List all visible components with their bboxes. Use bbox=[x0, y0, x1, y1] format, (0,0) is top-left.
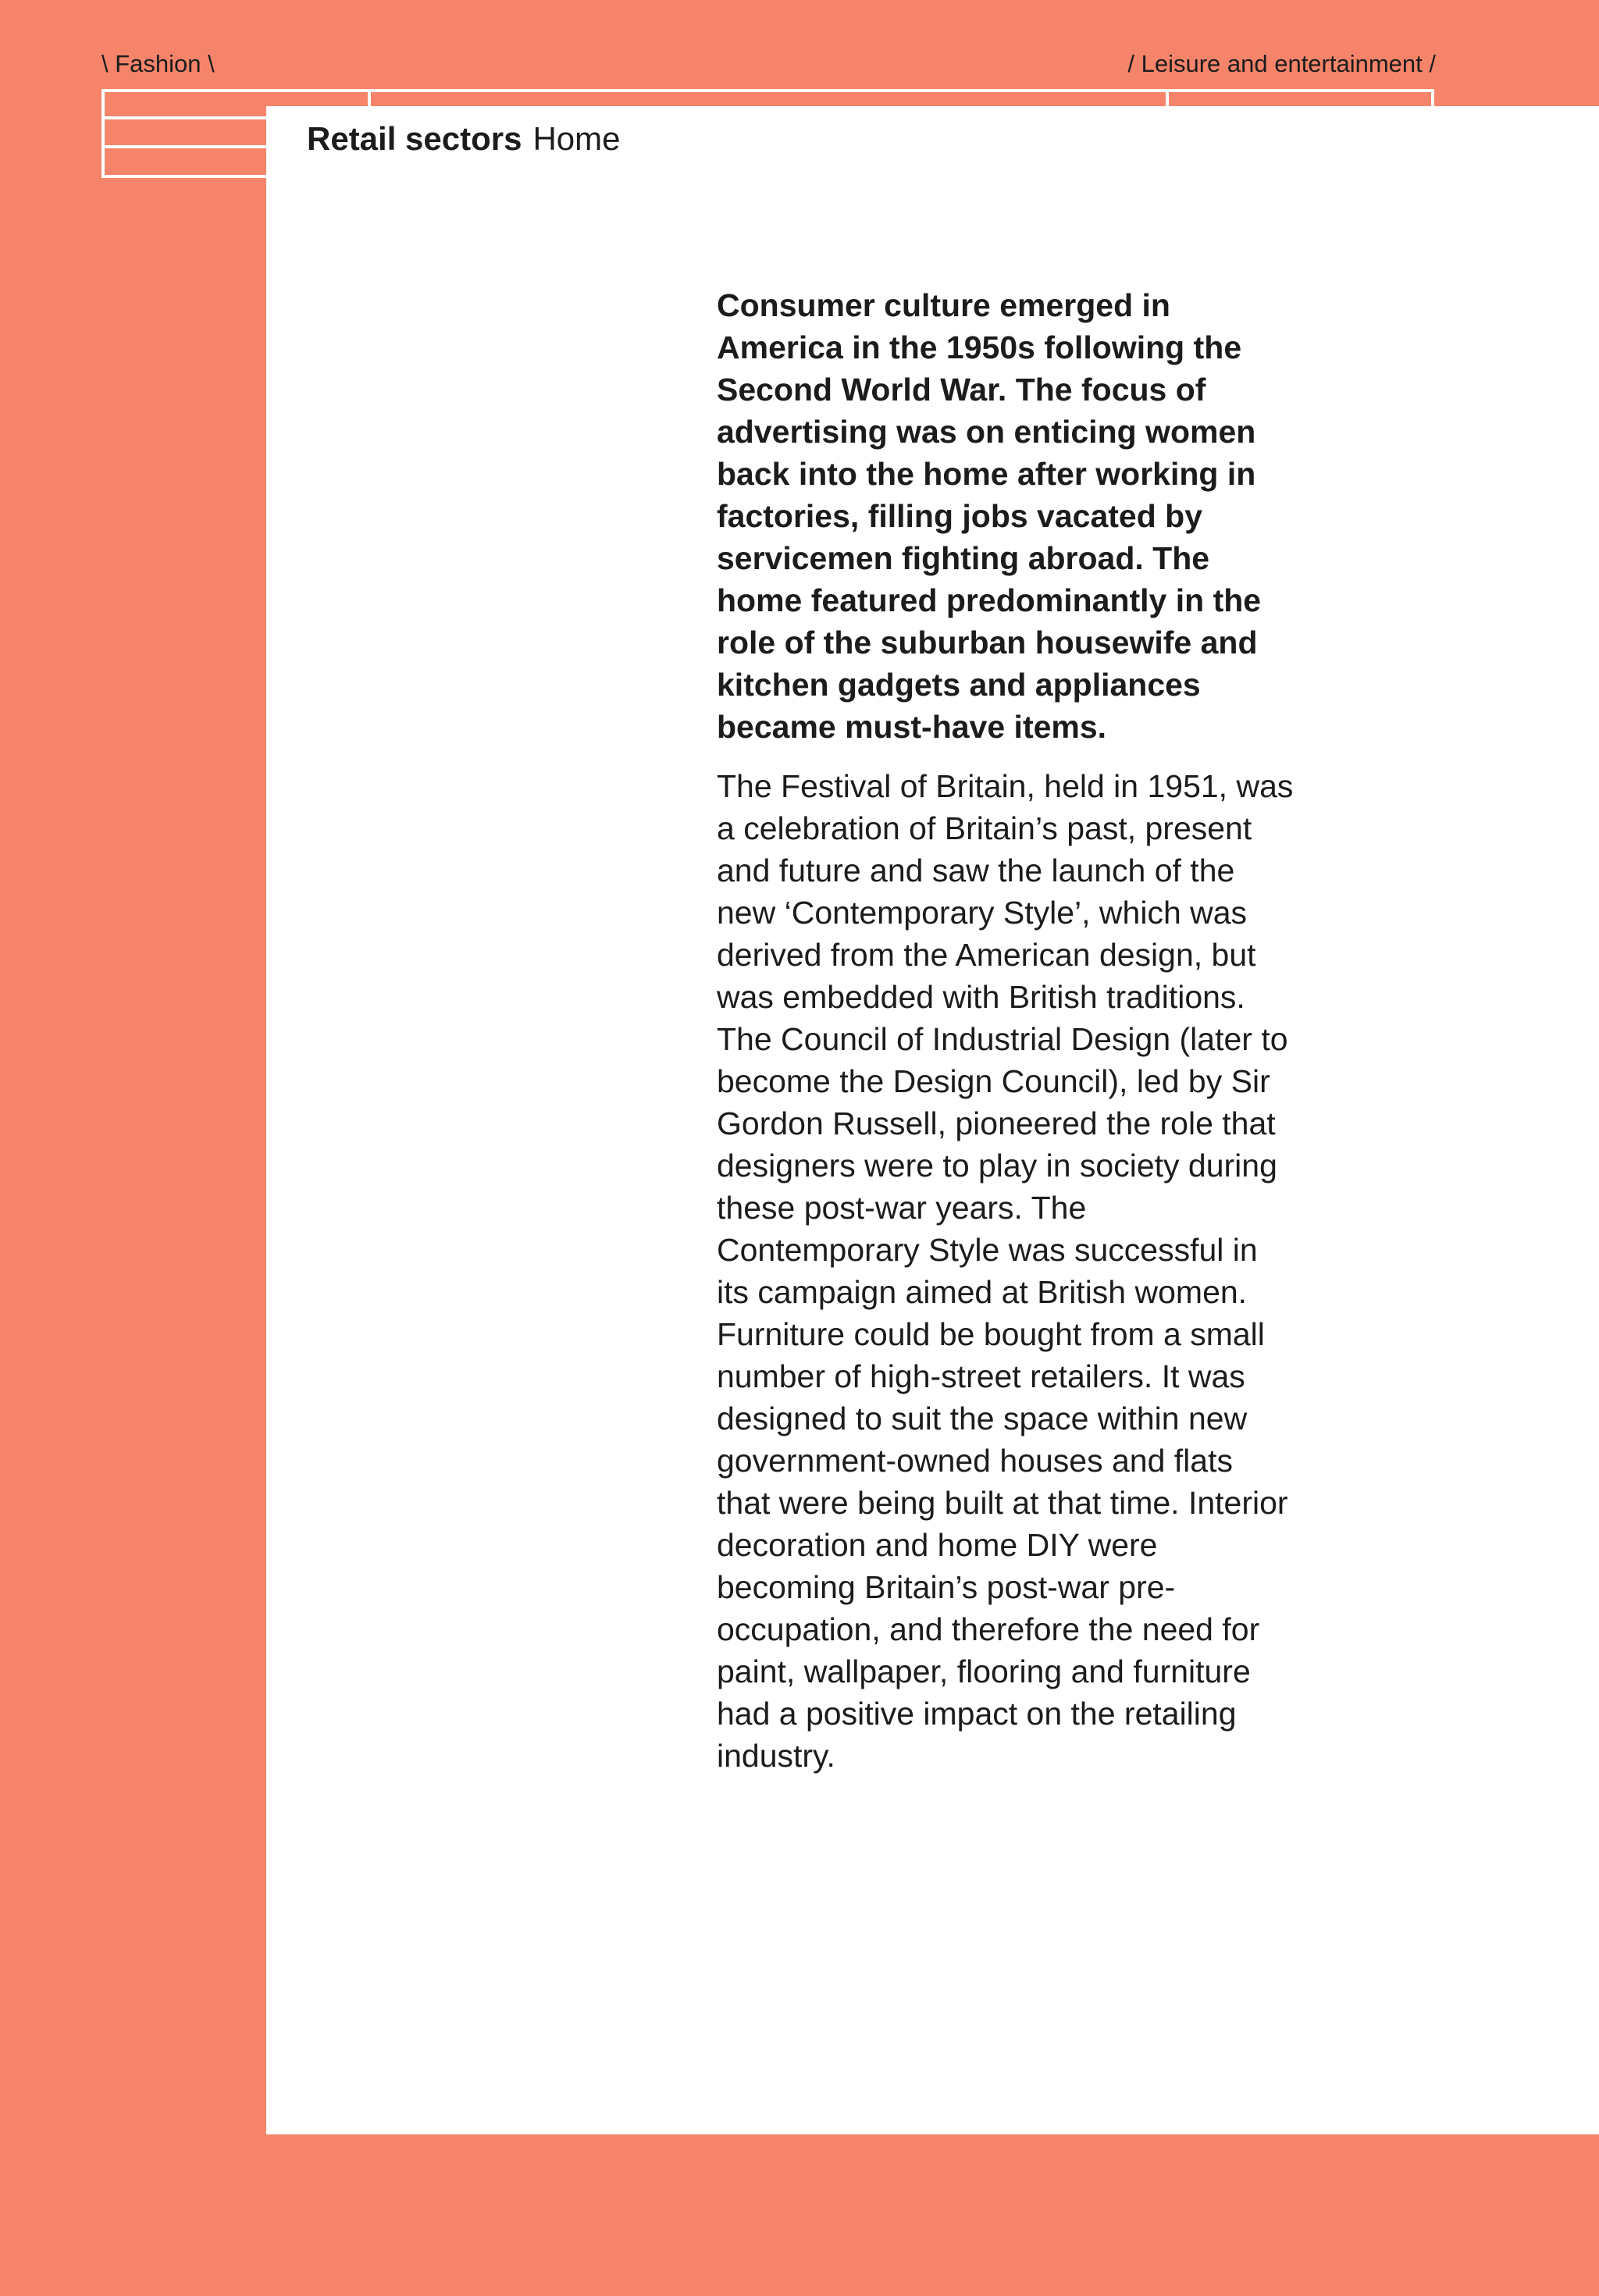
grid-line-divider-2 bbox=[1166, 89, 1169, 108]
grid-line-right bbox=[1431, 89, 1434, 108]
grid-line-row-3 bbox=[101, 175, 267, 178]
article bbox=[717, 284, 1295, 1777]
grid-line-left bbox=[101, 89, 105, 178]
nav-next-section-link[interactable]: / Leisure and entertainment / bbox=[1127, 50, 1436, 77]
grid-line-row-1 bbox=[101, 116, 267, 119]
breadcrumb bbox=[307, 116, 621, 162]
grid-line-top bbox=[101, 89, 1434, 92]
article-body-paragraph: The Festival of Britain, held in 1951, was a celebration of Britain’s past, present and future and saw the launch of the new ‘Contemporary Style’, which was derived from the American design, but was embedded with British traditions. The Council of Industrial Design (later to become the Design Council), led by Sir Gordon Russell, pioneered the role that designers were to play in society during these post-war years. The Contemporary Style was successful in its campaign aimed at British women. Furniture could be bought from a small number of high-street retailers. It was designed to suit the space within new government-owned houses and flats that were being built at that time. Interior decoration and home DIY were becoming Britain’s post-war pre-occupation, and therefore the need for paint, wallpaper, flooring and furniture had a positive impact on the retailing industry. bbox=[717, 768, 1294, 1774]
article-lead-paragraph: Consumer culture emerged in America in the 1950s following the Second World War. The focus of advertising was on enticing women back into the home after working in factories, filling jobs vacated by servicemen fighting abroad. The home featured predominantly in the role of the suburban housewife and kitchen gadgets and appliances became must-have items. bbox=[717, 287, 1262, 745]
nav-previous-section-link[interactable]: \ Fashion \ bbox=[101, 50, 215, 77]
breadcrumb-section-link[interactable]: Retail sectors bbox=[307, 120, 522, 157]
grid-line-row-2 bbox=[101, 145, 267, 148]
grid-line-divider-1 bbox=[368, 89, 371, 108]
breadcrumb-current-page: Home bbox=[532, 120, 621, 157]
